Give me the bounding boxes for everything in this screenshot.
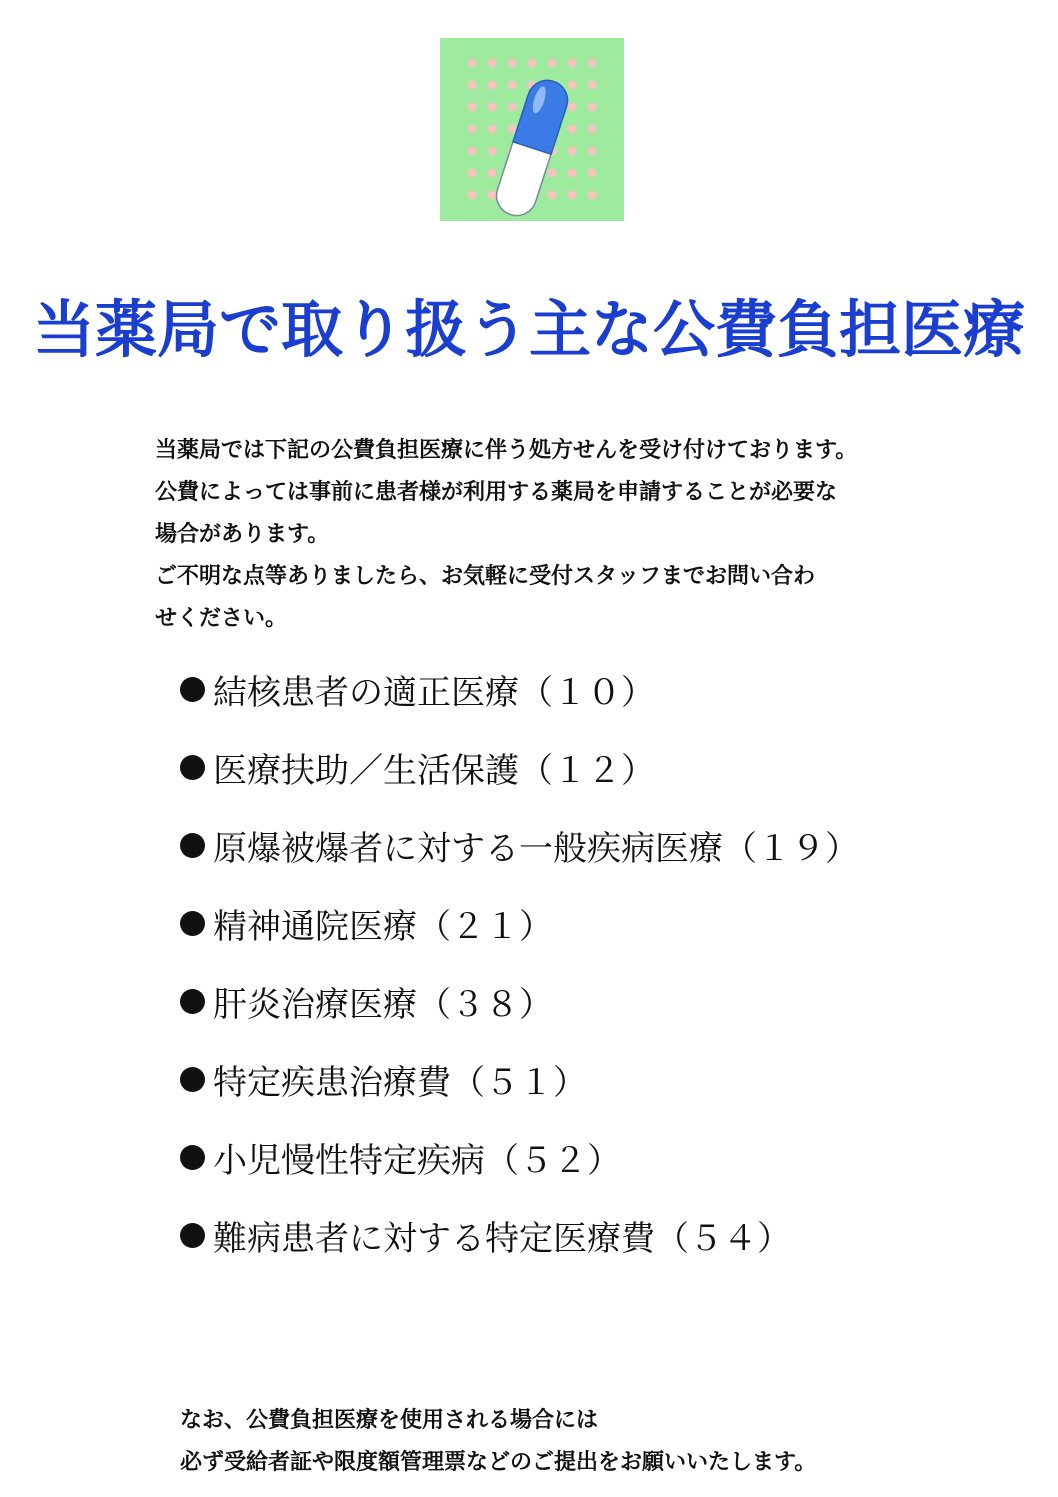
pharmacy-logo — [440, 38, 624, 221]
list-item-label: 肝炎治療医療（３８） — [213, 985, 553, 1025]
logo-dot — [508, 125, 517, 134]
intro-line: 当薬局では下記の公費負担医療に伴う処方せんを受け付けております。 — [155, 438, 858, 463]
logo-dot — [588, 147, 597, 156]
logo-dot — [568, 169, 577, 178]
logo-dot — [548, 169, 557, 178]
logo-dot — [568, 103, 577, 112]
list-item — [180, 1136, 859, 1214]
logo-dot — [488, 169, 497, 178]
logo-dot — [588, 169, 597, 178]
list-item — [180, 1058, 859, 1136]
bullet-icon — [180, 755, 205, 780]
list-item — [180, 746, 859, 824]
bullet-icon — [180, 911, 205, 936]
bullet-icon — [180, 677, 205, 702]
list-item — [180, 668, 859, 746]
intro-line: 公費によっては事前に患者様が利用する薬局を申請することが必要な — [155, 480, 838, 505]
footer-line: なお、公費負担医療を使用される場合には — [180, 1408, 599, 1433]
logo-dot — [568, 81, 577, 90]
logo-dot — [528, 59, 537, 68]
logo-dot — [468, 103, 477, 112]
logo-dot — [468, 169, 477, 178]
page-title: 当薬局で取り扱う主な公費負担医療 — [32, 293, 1025, 366]
logo-dot — [488, 125, 497, 134]
list-item — [180, 980, 859, 1058]
list-item-label: 結核患者の適正医療（１０） — [213, 673, 655, 713]
logo-dot — [548, 59, 557, 68]
program-list — [180, 668, 859, 1292]
logo-dot — [508, 103, 517, 112]
logo-dot — [488, 59, 497, 68]
footer-note — [180, 1400, 816, 1484]
logo-dot — [488, 103, 497, 112]
logo-dot — [568, 125, 577, 134]
bullet-icon — [180, 989, 205, 1014]
logo-dot — [468, 147, 477, 156]
logo-dot — [508, 81, 517, 90]
intro-text — [155, 430, 975, 640]
list-item — [180, 824, 859, 902]
list-item-label: 難病患者に対する特定医療費（５４） — [213, 1219, 791, 1259]
logo-dot — [488, 147, 497, 156]
logo-dot — [588, 103, 597, 112]
list-item-label: 原爆被爆者に対する一般疾病医療（１９） — [213, 829, 859, 869]
footer-line: 必ず受給者証や限度額管理票などのご提出をお願いいたします。 — [180, 1450, 817, 1475]
logo-dot — [588, 125, 597, 134]
list-item-label: 小児慢性特定疾病（５２） — [213, 1141, 621, 1181]
list-item — [180, 902, 859, 980]
logo-dot — [488, 81, 497, 90]
intro-line: ご不明な点等ありましたら、お気軽に受付スタッフまでお問い合わ — [155, 564, 816, 589]
intro-line: 場合があります。 — [155, 522, 330, 547]
logo-dot — [548, 191, 557, 200]
logo-dot — [468, 81, 477, 90]
logo-dot — [588, 81, 597, 90]
intro-line: せください。 — [155, 606, 288, 631]
list-item-label: 特定疾患治療費（５１） — [213, 1063, 587, 1103]
list-item-label: 精神通院医療（２１） — [213, 907, 553, 947]
logo-dot — [468, 125, 477, 134]
logo-dot — [468, 59, 477, 68]
bullet-icon — [180, 1067, 205, 1092]
list-item — [180, 1214, 859, 1292]
logo-dot — [588, 191, 597, 200]
logo-dot — [468, 191, 477, 200]
bullet-icon — [180, 1223, 205, 1248]
capsule-icon — [440, 38, 624, 221]
logo-dot — [488, 191, 497, 200]
logo-dot — [508, 59, 517, 68]
logo-dot — [568, 191, 577, 200]
logo-dot — [588, 59, 597, 68]
list-item-label: 医療扶助／生活保護（１２） — [213, 751, 655, 791]
bullet-icon — [180, 833, 205, 858]
bullet-icon — [180, 1145, 205, 1170]
logo-dot — [568, 147, 577, 156]
logo-dot — [568, 59, 577, 68]
